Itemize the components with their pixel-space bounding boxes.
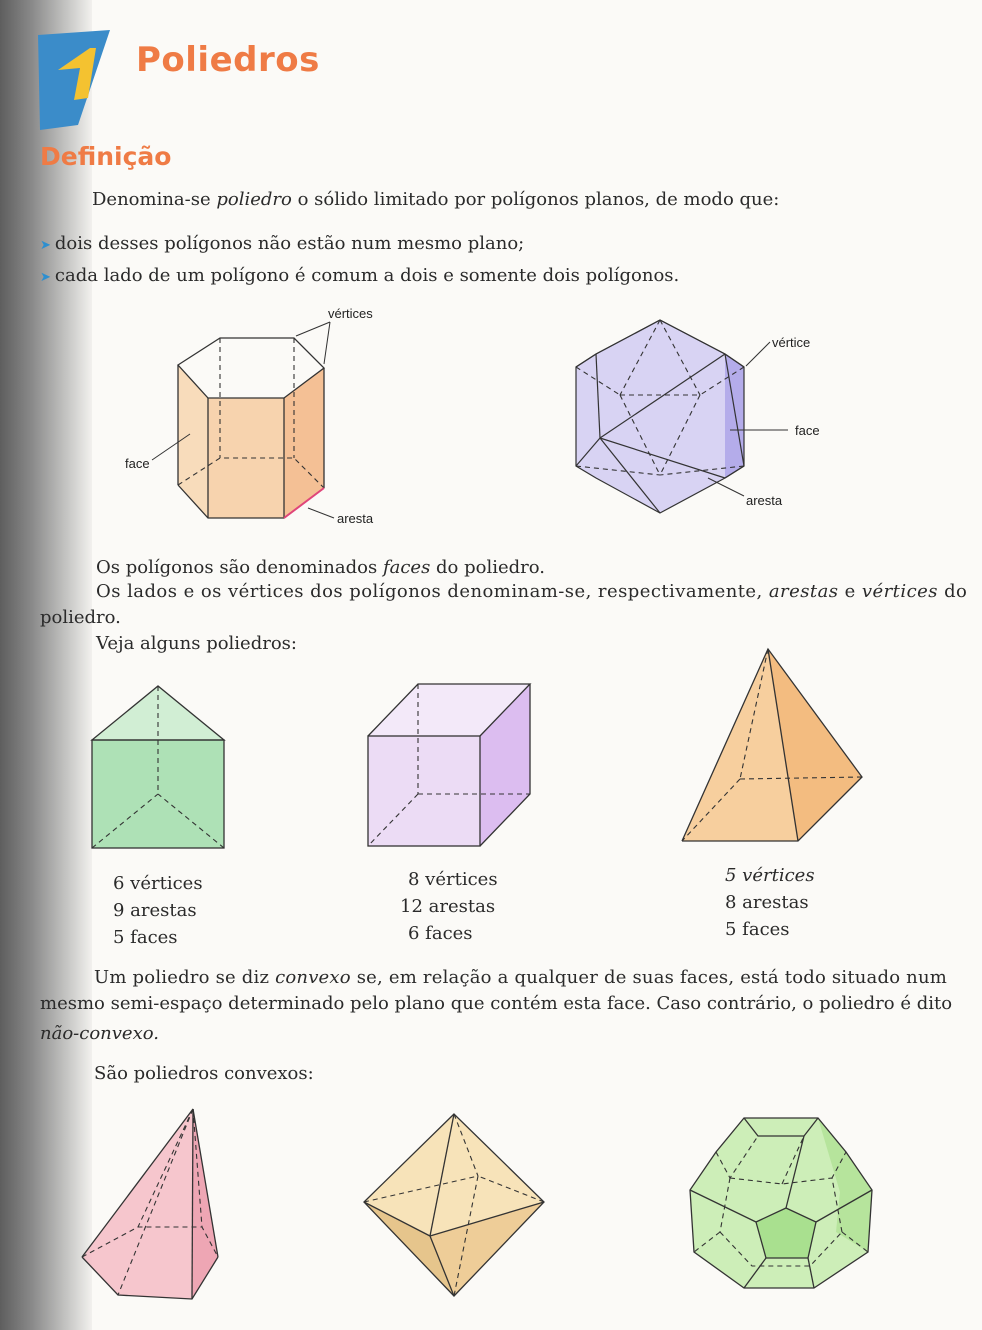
convex-paragraph-line3: não-convexo. [40,1023,159,1044]
stat-vertices: 8 vértices [408,869,498,890]
para-text: do [937,581,968,602]
bullet-arrow-icon: ➤ [40,238,51,253]
bullet-text: cada lado de um polígono é comum a dois e somente dois polígonos. [54,265,680,286]
triangular-prism-figure [88,680,233,855]
stat-faces: 6 faces [408,923,473,944]
page-title: Poliedros [136,40,320,80]
convex-examples-intro: São poliedros convexos: [94,1063,314,1084]
para-text: Os polígonos são denominados [96,557,383,578]
chapter-number-badge [38,30,118,130]
para-text-end: se, em relação a qualquer de suas faces, está todo situado num [350,967,948,988]
para-text: e [838,581,862,602]
label-aresta: aresta [337,511,374,526]
example-stats-cube [400,866,498,947]
stat-vertices: 5 vértices [725,865,815,886]
para-text: Um poliedro se diz [94,967,276,988]
label-face: face [125,456,150,471]
paragraph-continuation: poliedro. [40,607,121,628]
stat-vertices: 6 vértices [113,873,203,894]
label-face: face [795,423,820,438]
para-text-end: do poliedro. [430,557,546,578]
term-poliedro: poliedro [216,189,292,210]
label-aresta: aresta [746,493,783,508]
label-vertices: vértices [328,306,373,321]
convex-paragraph-line2: mesmo semi-espaço determinado pelo plano que contém esta face. Caso contrário, o poliedro é dito [40,993,953,1014]
example-stats-prism [113,870,203,951]
term-convexo: convexo [275,967,351,988]
bullet-item-1 [40,232,524,258]
term-vertices: vértices [861,581,938,602]
intro-text-end: o sólido limitado por polígonos planos, de modo que: [291,189,780,210]
stat-arestas: 9 arestas [113,900,197,921]
bullet-item-2 [40,264,679,290]
definition-intro [92,188,779,212]
term-faces: faces [382,557,431,578]
stat-faces: 5 faces [113,927,178,948]
bullet-arrow-icon: ➤ [40,270,51,285]
bullet-text: dois desses polígonos não estão num mesmo plano; [54,233,525,254]
cube-figure [362,676,537,851]
pentagonal-pyramid-figure [78,1105,228,1305]
paragraph-arestas-vertices [96,580,967,604]
para-text: Os lados e os vértices dos polígonos denominam-se, respectivamente, [96,581,769,602]
veja-text: Veja alguns poliedros: [96,633,297,654]
example-stats-pyramid [725,862,815,943]
square-pyramid-figure [672,645,872,845]
intro-text: Denomina-se [92,189,217,210]
stat-arestas: 8 arestas [725,892,809,913]
icosahedron-figure [560,310,840,520]
term-arestas: arestas [768,581,839,602]
convex-paragraph-line1 [94,966,947,990]
paragraph-faces [96,556,545,580]
hexagonal-prism-figure [110,300,410,535]
stat-arestas: 12 arestas [400,896,496,917]
label-vertice: vértice [772,335,811,350]
dodecahedron-figure [686,1112,876,1294]
stat-faces: 5 faces [725,919,790,940]
octahedron-figure [362,1110,547,1300]
section-heading: Definição [40,142,172,171]
